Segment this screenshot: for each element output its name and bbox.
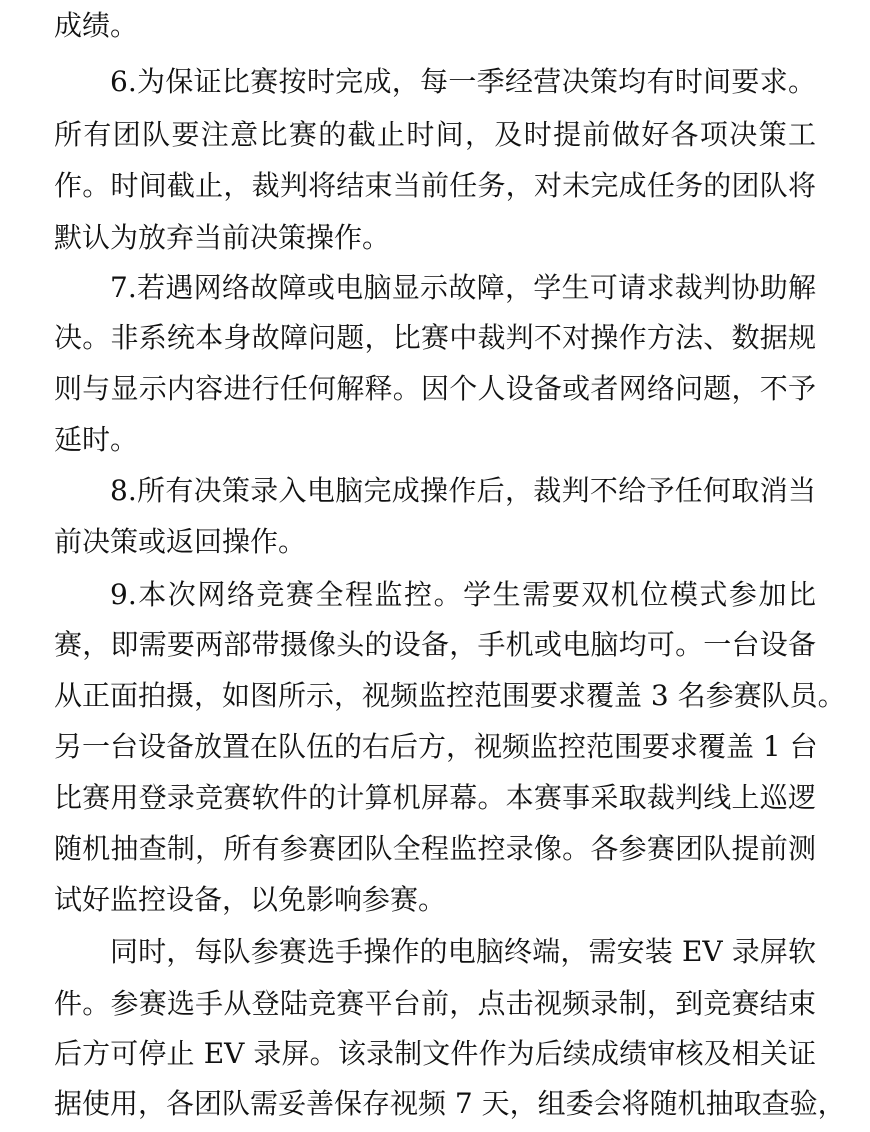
text-line: 比赛用登录竞赛软件的计算机屏幕。本赛事采取裁判线上巡逻: [54, 781, 816, 814]
text-line: 6.为保证比赛按时完成，每一季经营决策均有时间要求。: [110, 65, 816, 98]
text-line: 决。非系统本身故障问题，比赛中裁判不对操作方法、数据规: [54, 321, 816, 354]
text-line: 成绩。: [54, 9, 139, 42]
text-line: 后方可停止 EV 录屏。该录制文件作为后续成绩审核及相关证: [54, 1037, 816, 1070]
text-line: 赛，即需要两部带摄像头的设备，手机或电脑均可。一台设备: [54, 628, 816, 661]
text-line: 件。参赛选手从登陆竞赛平台前，点击视频录制，到竞赛结束: [54, 987, 816, 1020]
text-line: 作。时间截止，裁判将结束当前任务，对未完成任务的团队将: [54, 169, 816, 202]
text-line: 所有团队要注意比赛的截止时间，及时提前做好各项决策工: [54, 118, 816, 151]
text-line: 8.所有决策录入电脑完成操作后，裁判不给予任何取消当: [110, 474, 816, 507]
text-line: 9.本次网络竞赛全程监控。学生需要双机位模式参加比: [110, 578, 816, 611]
text-line: 延时。: [54, 423, 139, 456]
text-line: 则与显示内容进行任何解释。因个人设备或者网络问题，不予: [54, 372, 816, 405]
text-line: 据使用，各团队需妥善保存视频 7 天，组委会将随机抽取查验，: [54, 1087, 846, 1120]
text-line: 试好监控设备，以免影响参赛。: [54, 883, 447, 916]
text-line: 随机抽查制，所有参赛团队全程监控录像。各参赛团队提前测: [54, 832, 816, 865]
text-line: 同时，每队参赛选手操作的电脑终端，需安装 EV 录屏软: [110, 935, 816, 968]
text-line: 7.若遇网络故障或电脑显示故障，学生可请求裁判协助解: [110, 271, 816, 304]
text-line: 从正面拍摄，如图所示，视频监控范围要求覆盖 3 名参赛队员。: [54, 679, 846, 712]
text-line: 默认为放弃当前决策操作。: [54, 221, 391, 254]
text-line: 另一台设备放置在队伍的右后方，视频监控范围要求覆盖 1 台: [54, 730, 818, 763]
text-line: 前决策或返回操作。: [54, 525, 307, 558]
